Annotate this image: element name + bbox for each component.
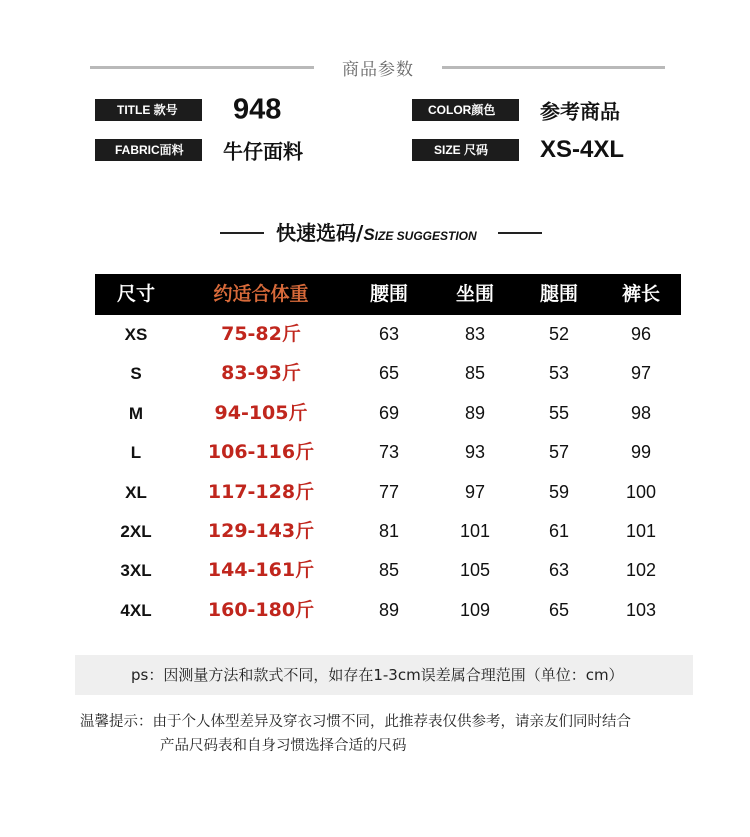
cell-thigh: 61 xyxy=(548,520,570,541)
size-suggestion-title xyxy=(276,218,477,248)
size-table-header xyxy=(95,274,681,315)
size-table-body xyxy=(95,315,681,630)
cell-size: 4XL xyxy=(120,600,152,620)
header-waist: 腰围 xyxy=(369,283,408,305)
cell-waist: 89 xyxy=(378,599,400,620)
cell-waist: 65 xyxy=(378,363,400,384)
cell-thigh: 52 xyxy=(548,324,570,344)
table-row xyxy=(95,551,681,590)
cell-weight: 75-82斤 xyxy=(221,323,301,345)
cell-weight: 94-105斤 xyxy=(214,401,308,424)
cell-length: 97 xyxy=(630,363,652,384)
cell-length: 103 xyxy=(625,599,657,620)
param-fabric-label: FABRIC面料 xyxy=(95,139,202,161)
cell-waist: 69 xyxy=(378,402,400,423)
param-fabric xyxy=(95,136,395,164)
size-suggestion-heading xyxy=(220,218,550,248)
cell-length: 96 xyxy=(630,324,652,344)
param-size-label: SIZE 尺码 xyxy=(412,139,519,161)
param-color-value: 参考商品 xyxy=(540,99,620,124)
cell-size: XS xyxy=(124,325,148,344)
header-size: 尺寸 xyxy=(116,283,155,305)
cell-size: 3XL xyxy=(120,561,152,581)
cell-hip: 93 xyxy=(464,442,486,463)
size-suggestion-title-cn: 快速选码/ xyxy=(276,221,364,245)
cell-thigh: 63 xyxy=(548,560,570,581)
size-suggestion-title-en-rest: IZE SUGGESTION xyxy=(374,229,477,243)
param-title-value: 948 xyxy=(233,93,282,126)
table-row xyxy=(95,473,681,512)
table-row xyxy=(95,394,681,433)
product-params-title: 商品参数 xyxy=(342,60,414,80)
header-thigh: 腿围 xyxy=(539,283,578,305)
size-heading-dash-left xyxy=(220,232,264,234)
cell-size: S xyxy=(130,364,142,384)
cell-weight: 144-161斤 xyxy=(207,559,315,582)
cell-waist: 77 xyxy=(378,481,400,502)
cell-hip: 97 xyxy=(464,481,486,502)
cell-size: XL xyxy=(125,482,147,502)
cell-size: 2XL xyxy=(120,521,152,541)
cell-length: 99 xyxy=(630,442,652,463)
size-suggestion-title-en xyxy=(363,225,477,244)
param-size-value: XS-4XL xyxy=(540,136,625,163)
cell-weight: 117-128斤 xyxy=(207,480,315,503)
cell-waist: 81 xyxy=(378,520,400,541)
param-color-label: COLOR颜色 xyxy=(412,99,519,121)
cell-weight: 160-180斤 xyxy=(207,598,315,621)
cell-weight: 83-93斤 xyxy=(221,362,301,385)
cell-hip: 109 xyxy=(459,599,491,620)
table-row xyxy=(95,354,681,393)
table-row xyxy=(95,315,681,354)
table-row xyxy=(95,591,681,630)
cell-thigh: 59 xyxy=(548,481,570,502)
cell-hip: 85 xyxy=(464,363,486,384)
param-color xyxy=(412,96,672,124)
cell-hip: 101 xyxy=(459,520,491,541)
cell-size: L xyxy=(130,443,142,463)
reminder-tip xyxy=(80,710,710,758)
measurement-note-text: ps：因测量方法和款式不同，如存在1-3cm误差属合理范围（单位：cm） xyxy=(131,666,624,684)
measurement-note xyxy=(75,655,693,695)
cell-length: 102 xyxy=(625,560,657,581)
cell-waist: 73 xyxy=(378,442,400,463)
header-hip: 坐围 xyxy=(455,283,494,305)
cell-length: 98 xyxy=(630,402,652,423)
size-suggestion-title-en-first: S xyxy=(363,225,375,244)
size-table xyxy=(95,274,681,630)
cell-hip: 89 xyxy=(464,402,486,423)
cell-hip: 83 xyxy=(464,324,486,344)
cell-size: M xyxy=(128,403,144,423)
cell-thigh: 65 xyxy=(548,599,570,620)
heading-divider-left xyxy=(90,66,314,69)
product-params-heading xyxy=(90,52,665,82)
cell-weight: 129-143斤 xyxy=(207,519,315,542)
param-fabric-value: 牛仔面料 xyxy=(223,139,303,164)
header-length: 裤长 xyxy=(621,283,660,305)
cell-waist: 63 xyxy=(378,324,400,344)
param-size xyxy=(412,136,672,164)
size-heading-dash-right xyxy=(498,232,542,234)
header-weight: 约适合体重 xyxy=(213,283,309,305)
param-title xyxy=(95,93,395,126)
reminder-tip-line-2: 产品尺码表和自身习惯选择合适的尺码 xyxy=(160,738,407,754)
reminder-tip-line-1: 温馨提示：由于个人体型差异及穿衣习惯不同，此推荐表仅供参考，请亲友们同时结合 xyxy=(80,714,631,730)
cell-waist: 85 xyxy=(378,560,400,581)
cell-length: 101 xyxy=(625,520,657,541)
table-row xyxy=(95,512,681,551)
cell-thigh: 53 xyxy=(548,363,570,384)
cell-thigh: 55 xyxy=(548,402,570,423)
table-row xyxy=(95,433,681,472)
param-title-label: TITLE 款号 xyxy=(95,99,202,121)
cell-hip: 105 xyxy=(459,560,491,581)
cell-thigh: 57 xyxy=(548,442,570,463)
cell-weight: 106-116斤 xyxy=(207,441,315,464)
heading-divider-right xyxy=(442,66,665,69)
cell-length: 100 xyxy=(625,481,657,502)
